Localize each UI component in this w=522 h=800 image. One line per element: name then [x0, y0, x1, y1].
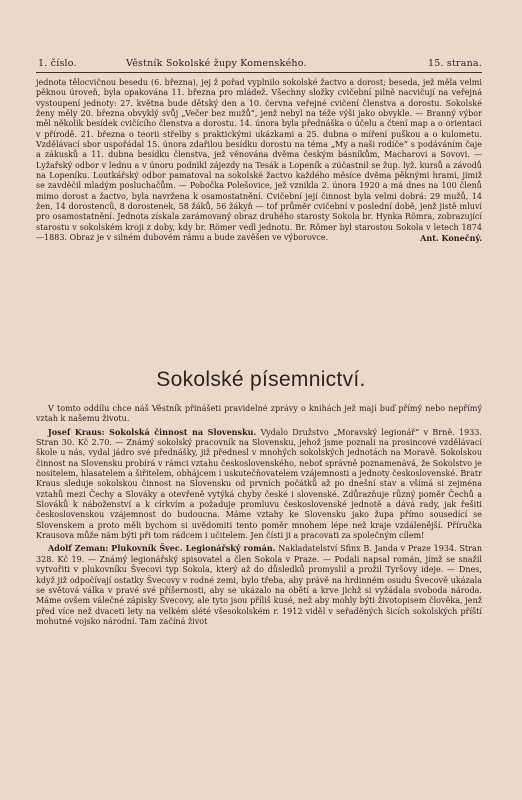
running-header — [38, 58, 482, 72]
issue-number: 1. číslo. — [38, 58, 77, 69]
journal-title: Věstník Sokolské župy Komenského. — [126, 58, 307, 69]
review-kraus-text: Vydalo Družstvo „Moravský legionář“ v Brně. 1933. Stran 30. Kč 2.70. — Známý sokolský pracovník na Slovensku, jehož jsme poznali na prosincové vzdělávací škole u nás, vydal jádro své přednášky, již přednesl v mnohých sokolských jednotách na Moravě. Sokolskou činnost na Slovensku probírá v rámci vztahu československého, neboť správně poznamenává, že Sokolstvo je nositelem, hlasatelem a šiřitelem, obhájcem i uskutečňovatelem vzájemnosti a jednoty československé. Bratr Kraus sleduje sokolskou činnost na Slovensku od prvních počátků až po dnešní stav a všímá si zejména vztahů mezi Čechy a Slováky a otevřeně vytýká chyby české i slovenské. Zdůrazňuje různý poměr Čechů a Slováků k náboženství a k církvím a požaduje promluvu československé jednotě a dává rady, jak řešiti československou vzájemnost do budoucna. Máme vztahy ke Slovensku jako župa přímo sousedící se Slovenskem a proto měli bychom si uvědomiti tento poměr mnohem lépe než kraje vzdálenější. Příručka Krausova může nám býti při tom rádcem i učitelem. Jen čísti ji a pracovati za společným cílem! — [36, 427, 482, 541]
author-signature: Ant. Konečný. — [420, 233, 482, 244]
report-text-block — [36, 78, 482, 244]
review-zeman-title: Adolf Zeman: Plukovník Švec. Legionářský román. — [48, 543, 276, 554]
section-heading: Sokolské písemnictví. — [156, 368, 366, 391]
section-intro: V tomto oddílu chce náš Věstník přinášeti pravidelné zprávy o knihách jež mají buď přímý nebo nepřímý vztah k našemu životu. — [36, 404, 482, 424]
report-body: jednota tělocvičnou besedu (6. března), jej ž pořad vyplnilo sokolské žactvo a dorost; beseda, jež měla velmi pěknou úroveň, byla opakována 11. března pro mládež. Všechny složky cvičební pilně nacvičují na veřejná vystoupení jednoty: 27. května bude dětský den a 10. června veřejné cvičení členstva a dorostu. Sokolské ženy měly 20. března obvyklý svůj „Večer bez mužů“, jenž nebyl na téže výši jako obvykle. — Branný výbor měl několik besídek cvičícího členstva a dorostu. 14. února byla přednáška o účelu a čtení map a o orientaci v přírodě. 21. března o teorii střelby s praktickými ukázkami a 25. dubna o míření puškou a o kulometu. Vzdělávací sbor uspořádal 15. února zdařilou besídku dorostu na téma „My a naši rodiče“ s podáváním čaje a zákusků a 11. dubna besídku členstva, jež věnována dvěma českým básníkům, Macharovi a Sovovi. — Lyžařský odbor v lednu a v únoru podnikl zájezdy na Tesák a Lopeník a zúčastnil se žup. lyž. kursů a závodů na Lopeníku. Loutkářský odbor pamatoval na sokolské žactvo každého měsíce dvěma pěknými hrami, jimiž se zavděčil mladým posluchačům. — Pobočka Polešovice, jež vznikla 2. února 1920 a má dnes na 100 členů mimo dorost a žactvo, byla navržena k osamostatnění. Cvičební její činnost byla velmi dobrá: 29 mužů, 14 žen, 14 dorostenců, 8 dorostenek, 58 žáků, 56 žákyň — tof průměr cvičební v poslední době, jenž jistě mluví pro osamostatnění. Jednota získala zarámovaný obraz druhého starosty Sokola br. Hynka Römra, zobrazující starostu v sokolském kroji z doby, kdy br. Römer vedl jednotu. Br. Römer byl starostou Sokola v letech 1874—1883. Obraz je v silném dubovém rámu a bude zavěšen ve výborovce. — [36, 78, 482, 243]
page-number: 15. strana. — [427, 58, 482, 69]
review-zeman-text: Nakladatelství Sfinx B. Janda v Praze 1934. Stran 328. Kč 19. — Známý legionářský spisovatel a člen Sokola v Praze. — Podali napsal román, jímž se snažil vytvořiti v plukovníku Švecovi typ Sokola, který až do důsledků promyslil a prožil Tyršovy ideje. — Dnes, když již odpočívají ostatky Švecovy v rodné zemi, bylo třeba, aby právě na hrdinném osudu Švecově ukázala se světová válka v pravé své příšernosti, aby se ukázalo na obětí a krve jichž si vyžádala svoboda národa. Máme ovšem válečné zápisky Švecovy, ale tyto jsou příliš kusé, než aby mohly býti životopisem člověka, jenž před více než dvaceti lety na velkém slété všesokolském r. 1912 viděl v seřaděných šicích sokolských příští mohutné vojsko národní. Tam začíná život — [36, 544, 482, 626]
header-rule — [36, 72, 482, 73]
review-zeman — [36, 543, 482, 627]
report-paragraph — [36, 78, 482, 244]
literature-section — [36, 404, 482, 627]
review-kraus-title: Josef Kraus: Sokolská činnost na Slovensku. — [48, 426, 257, 437]
review-kraus — [36, 427, 482, 542]
